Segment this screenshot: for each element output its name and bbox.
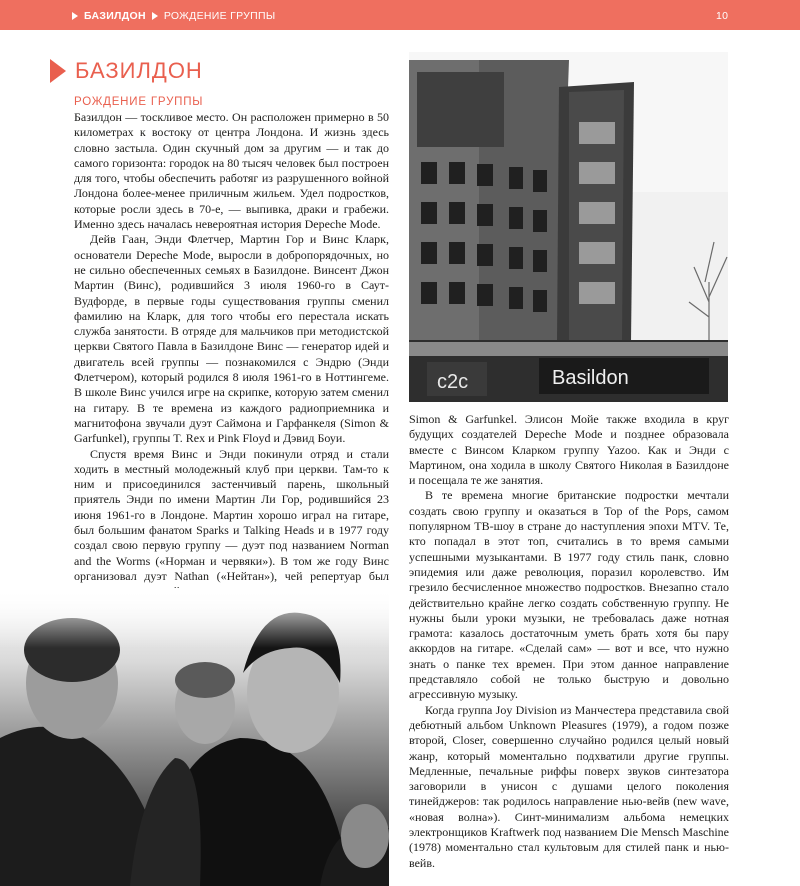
paragraph: Базилдон — тоскливое место. Он расположен примерно в 50 километрах к востоку от центра Лондона. И жизнь здесь словно застыла. Один скучный дом за другим — и так до самого горизонта: городок на 80 тысяч человек был построен для того, чтобы обеспечить работяг из разрушенного войной Лондона более-менее приличным жильем. Удел подростков, которые росли здесь в 70-е, — выпивка, драки и грабежи. Именно здесь началась невероятная история Depeche Mode. xyxy=(74,110,389,232)
breadcrumb-section: БАЗИЛДОН xyxy=(84,10,146,22)
breadcrumb xyxy=(72,10,275,22)
photo-fade xyxy=(0,588,389,648)
right-text-column xyxy=(409,412,729,871)
paragraph: Когда группа Joy Division из Манчестера представила свой дебютный альбом Unknown Pleasures (1979), а годом позже второй, Closer, совершенно случайно родился целый новый жанр, который моментально подхватили другие группы. Медленные, печальные риффы поверх звуков синтезатора заговорили в унисон с душами целого поколения тинейджеров: так родилось направление нью-вейв (new wave, «новая волна»). Синт-минимализм альбома немецких электронщиков Kraftwerk под названием Die Mensch Maschine (1978) моментально стал культовым для стилей панк и нью-вейв. xyxy=(409,702,729,870)
chapter-heading xyxy=(50,58,203,84)
running-header xyxy=(0,0,800,30)
sign-brand: c2c xyxy=(437,371,469,393)
page-title: БАЗИЛДОН xyxy=(75,58,203,83)
paragraph: Дейв Гаан, Энди Флетчер, Мартин Гор и Винс Кларк, основатели Depeche Mode, выросли в добропорядочных, но не сильно обеспеченных семьях в Базилдоне. Винсент Джон Мартин (Винс), родившийся 3 июля 1960-го в Саут-Вудфорде, в первые годы существования группы сменил фамилию на Кларк, для того чтобы его перестала искать служба занятости. В отряде для мальчиков при методистской церкви Святого Павла в Базилдоне Винс — генератор идей и двигатель всей группы — познакомился с Эндрю (Энди Флетчером), который родился 8 июля 1961-го в Ноттингеме. В школе Винс учился игре на скрипке, которую затем сменил на гитару. В те времена из каждого радиоприемника и магнитофона звучали дуэт Саймона и Гарфанкеля (Simon & Garfunkel), группы T. Rex и Pink Floyd и Дэвид Боуи. xyxy=(74,232,389,446)
left-text-column xyxy=(74,110,389,600)
paragraph: Simon & Garfunkel. Элисон Мойе также входила в круг будущих создателей Depeche Mode и позднее образовала вместе с Винсом Кларком группу Yazoo. Как и Энди с Мартином, она ходила в школу Святого Николая в Базилдоне и посещала те же занятия. xyxy=(409,412,729,488)
page-number: 10 xyxy=(716,10,729,22)
triangle-right-icon xyxy=(50,59,66,83)
paragraph: Спустя время Винс и Энди покинули отряд и стали ходить в местный молодежный клуб при церкви. Там-то к ним и присоединился застенчивый парень, школьный приятель Энди по имени Мартин Ли Гор, родившийся 23 июня 1961-го в Лондоне. Мартин хорошо играл на гитаре, был большим фанатом Sparks и Talking Heads и в 1977 году создал свою первую группу — дуэт под названием Norman and the Worms («Норман и червяки»). В том же году Винс организовал дуэт Nathan («Нейтан»), чей репертуар был xyxy=(74,446,389,583)
basildon-station-photo xyxy=(409,52,728,402)
sign-station-name: Basildon xyxy=(552,367,629,389)
triangle-right-icon xyxy=(152,12,158,20)
section-subtitle: РОЖДЕНИЕ ГРУППЫ xyxy=(74,96,204,108)
triangle-right-icon xyxy=(72,12,78,20)
breadcrumb-subsection: РОЖДЕНИЕ ГРУППЫ xyxy=(163,10,276,22)
paragraph: В те времена многие британские подростки мечтали создать свою группу и оказаться в Top of the Pops, самом популярном ТВ-шоу в стране до наступления эпохи MTV. Те, кто попадал в этот топ, считались в то время самыми успешными музыкантами. В 1977 году стиль панк, словно эпидемия или даже революция, поразил королевство. Им грезило бесчисленное множество подростков. Внезапно стало действительно крайне легко создать собственную группу. Не нужны были уроки музыки, не требовалась даже нотная грамота: казалось достаточным уметь брать хотя бы пару аккордов на гитаре. «Сделай сам» — вот и все, что нужно знать о панке тех времен. При этом данное направление представляло собой не только быструю и довольно агрессивную музыку. xyxy=(409,488,729,702)
